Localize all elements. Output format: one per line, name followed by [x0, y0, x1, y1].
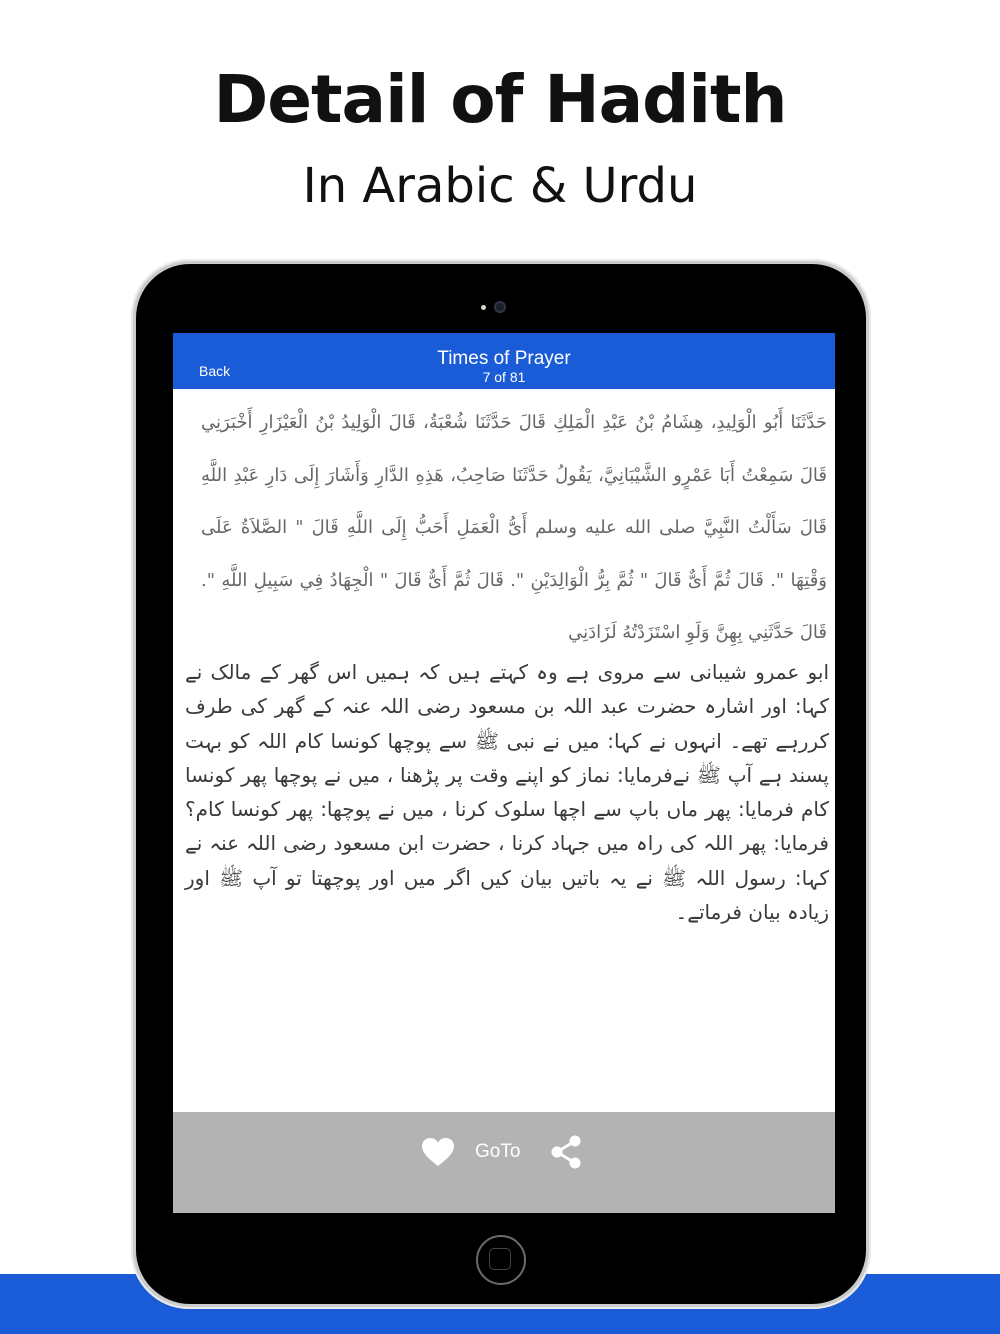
navigation-bar — [173, 333, 835, 389]
promo-subheadline: In Arabic & Urdu — [302, 158, 698, 214]
app-screen — [173, 333, 835, 1213]
promo-headline: Detail of Hadith — [213, 61, 787, 138]
goto-button[interactable]: GoTo — [475, 1141, 521, 1162]
hadith-position: 7 of 81 — [482, 369, 526, 385]
heart-icon[interactable] — [421, 1137, 455, 1167]
home-button-glyph — [489, 1248, 511, 1270]
back-button[interactable]: Back — [199, 363, 231, 379]
chapter-title: Times of Prayer — [437, 348, 571, 369]
front-camera — [494, 301, 506, 313]
bottom-toolbar — [173, 1112, 835, 1213]
sensor-dot — [481, 305, 486, 310]
share-icon[interactable] — [549, 1135, 583, 1169]
urdu-translation-text: ابو عمرو شیبانی سے مروی ہے وہ کہتے ہیں کہ ہمیں اس گھر کے مالک نے کہا: اور اشارہ حضرت عبد اللہ بن مسعود رضی اللہ عنہ کے گھر کی طرف کررہے تھے۔ انہوں نے کہا: میں نے نبی ﷺ سے پوچھا کونسا کام اللہ کو بہت پسند ہے آپ ﷺ نےفرمایا: نماز کو اپنے وقت پر پڑھنا ، میں نے پوچھا پھر کونسا کام فرمایا: پھر ماں باپ سے اچھا سلوک کرنا ، میں نے پوچھا: پھر کونسا کام؟ فرمایا: پھر اللہ کی راہ میں جہاد کرنا ، حضرت ابن مسعود رضی اللہ عنہ نے کہا: رسول اللہ ﷺ نے یہ باتیں بیان کیں اگر میں اور پوچھتا تو آپ ﷺ اور زیادہ بیان فرماتے۔ — [185, 660, 829, 925]
arabic-hadith-text: حَدَّثَنَا أَبُو الْوَلِيدِ، هِشَامُ بْنُ عَبْدِ الْمَلِكِ قَالَ حَدَّثَنَا شُعْبَةُ، قَالَ الْوَلِيدُ بْنُ الْعَيْزَارِ أَخْبَرَنِي قَالَ سَمِعْتُ أَبَا عَمْرٍو الشَّيْبَانِيَّ، يَقُولُ حَدَّثَنَا صَاحِبُ، هَذِهِ الدَّارِ وَأَشَارَ إِلَى دَارِ عَبْدِ اللَّهِ قَالَ سَأَلْتُ النَّبِيَّ صلى الله عليه وسلم أَىُّ الْعَمَلِ أَحَبُّ إِلَى اللَّهِ قَالَ " الصَّلاَةُ عَلَى وَقْتِهَا ". قَالَ ثُمَّ أَىٌّ قَالَ " ثُمَّ بِرُّ الْوَالِدَيْنِ ". قَالَ ثُمَّ أَىٌّ قَالَ " الْجِهَادُ فِي سَبِيلِ اللَّهِ ". قَالَ حَدَّثَنِي بِهِنَّ وَلَوِ اسْتَزَدْتُهُ لَزَادَنِي — [201, 412, 827, 643]
